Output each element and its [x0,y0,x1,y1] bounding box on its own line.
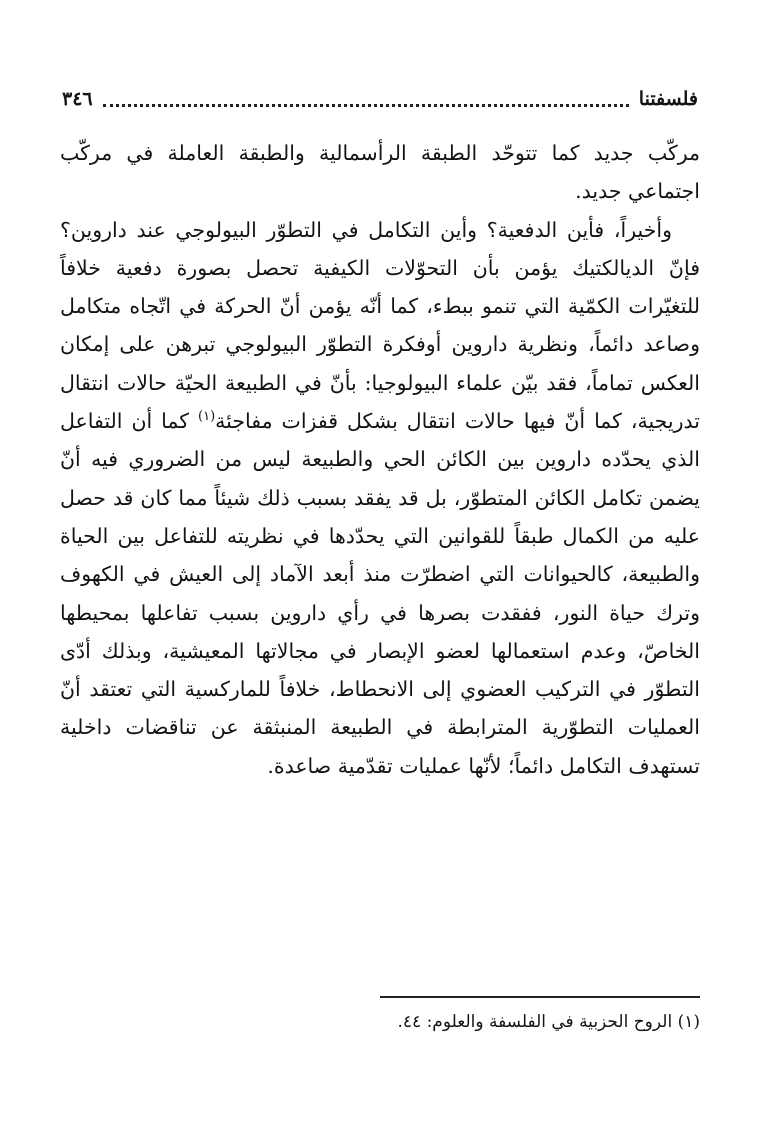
header-book-title: فلسفتنا [638,88,698,110]
footnote-separator [380,996,700,998]
footnote-1 [60,1010,700,1034]
footnote-reference-1[interactable]: (١) [198,409,216,425]
paragraph-2-text-before-note: وأخيراً، فأين الدفعية؟ وأين التكامل في التطوّر البيولوجي عند داروين؟ فإنّ الديالكتيك يؤمن بأن التحوّلات الكيفية تحصل بصورة دفعية خلافاً للتغيّرات الكمّية التي تنمو ببطء، كما أنّه يؤمن أنّ الحركة في اتّجاه متكامل وصاعد دائماً، ونظرية داروين أوفكرة التطوّر البيولوجي تبرهن على إمكان العكس تماماً، فقد بيّن علماء البيولوجيا: بأنّ في الطبيعة الحيّة حالات انتقال تدريجية، كما أنّ فيها حالات انتقال بشكل قفزات مفاجئة [60,217,700,434]
paragraph-2-text-after-note: كما أن التفاعل الذي يحدّده داروين بين الكائن الحي والطبيعة ليس من الضروري فيه أنّ يضمن تكامل الكائن المتطوّر، بل قد يفقد بسبب ذلك شيئاً مما كان قد حصل عليه من الكمال طبقاً للقوانين التي يحدّدها في نظريته للتفاعل بين الحياة والطبيعة، كالحيوانات التي اضطرّت منذ أبعد الآماد إلى العيش في الكهوف وترك حياة النور، ففقدت بصرها في رأي داروين بسبب تفاعلها بمحيطها الخاصّ، وعدم استعمالها لعضو الإبصار في مجالاتها المعيشية، وبذلك أدّى التطوّر في التركيب العضوي إلى الانحطاط، خلافاً للماركسية التي تعتقد أنّ العمليات التطوّرية المترابطة في الطبيعة المنبثقة عن تناقضات داخلية تستهدف التكامل دائماً؛ لأنّها عمليات تقدّمية صاعدة. [60,409,700,778]
paragraph-2 [60,211,700,785]
footnote-1-text: (١) الروح الحزبية في الفلسفة والعلوم: ٤٤. [397,1012,700,1032]
running-header [62,86,698,112]
header-dot-leader [103,92,629,107]
paragraph-1 [60,134,700,211]
main-text [60,134,700,785]
paragraph-1-text: مركّب جديد كما تتوحّد الطبقة الرأسمالية والطبقة العاملة في مركّب اجتماعي جديد. [60,141,700,204]
header-page-number: ٣٤٦ [62,88,93,110]
